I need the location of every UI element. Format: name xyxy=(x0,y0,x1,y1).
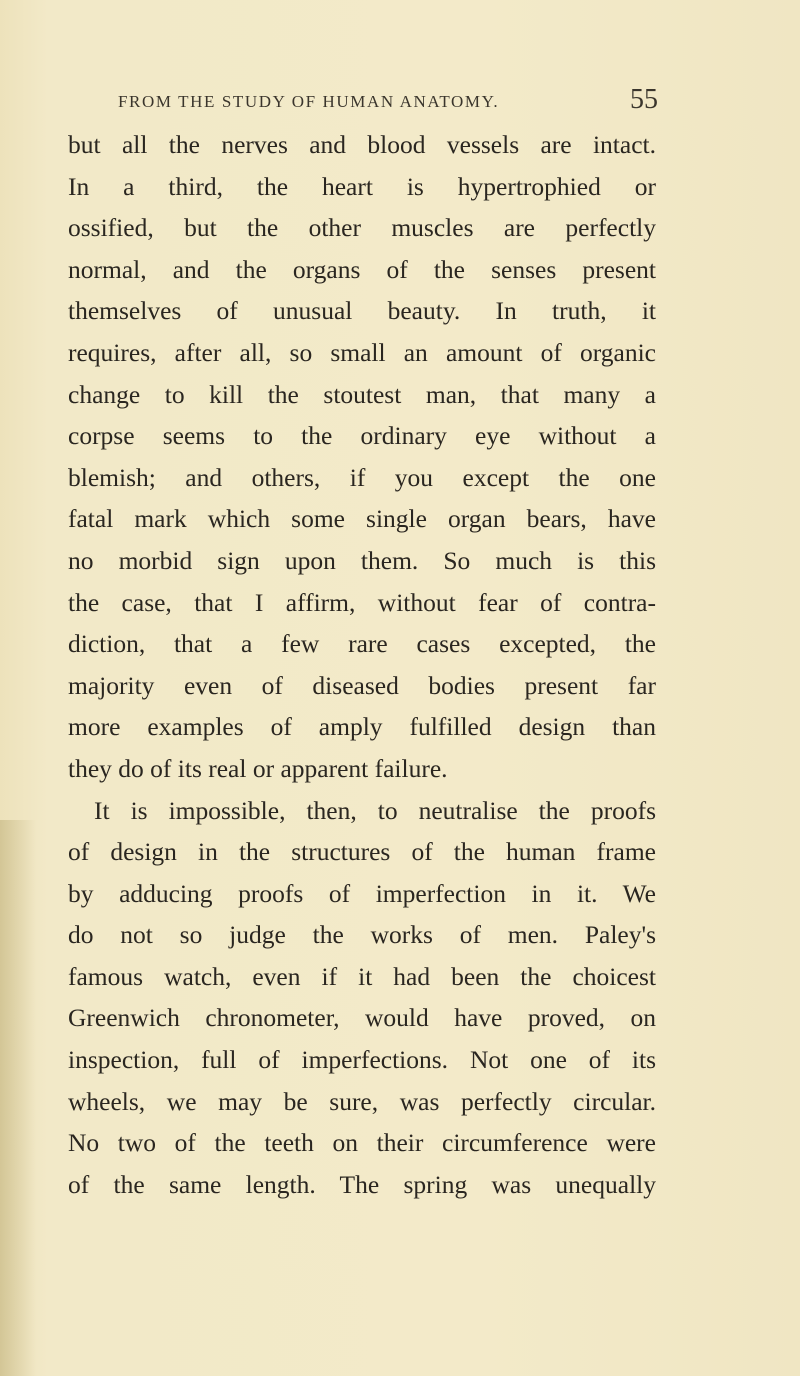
text-line: In a third, the heart is hypertrophied or xyxy=(68,171,656,201)
paragraph-1 xyxy=(68,124,656,790)
text-line: blemish; and others, if you except the one xyxy=(68,462,656,492)
page-header xyxy=(118,84,658,124)
text-line: fatal mark which some single organ bears, have xyxy=(68,504,656,534)
text-line: of the same length. The spring was unequally xyxy=(68,1169,656,1199)
text-line: no morbid sign upon them. So much is this xyxy=(68,545,656,575)
text-line: the case, that I affirm, without fear of contra- xyxy=(68,587,656,617)
text-line: of design in the structures of the human frame xyxy=(68,837,656,867)
text-line: they do of its real or apparent failure. xyxy=(68,753,448,783)
text-line: more examples of amply fulfilled design than xyxy=(68,712,656,742)
page-edge-shadow xyxy=(0,820,36,1376)
text-line: No two of the teeth on their circumference were xyxy=(68,1128,656,1158)
page-number: 55 xyxy=(630,84,658,115)
text-line: themselves of unusual beauty. In truth, it xyxy=(68,296,656,326)
text-line: normal, and the organs of the senses present xyxy=(68,254,656,284)
text-line: majority even of diseased bodies present far xyxy=(68,670,656,700)
body-text xyxy=(68,124,656,1205)
text-line: ossified, but the other muscles are perfectly xyxy=(68,213,656,243)
text-line: change to kill the stoutest man, that many a xyxy=(68,379,656,409)
text-line: famous watch, even if it had been the choicest xyxy=(68,961,656,991)
paragraph-2 xyxy=(68,790,656,1206)
text-line: by adducing proofs of imperfection in it. We xyxy=(68,878,656,908)
running-head: FROM THE STUDY OF HUMAN ANATOMY. xyxy=(118,92,500,111)
text-line: It is impossible, then, to neutralise the proofs xyxy=(94,795,656,825)
text-line: inspection, full of imperfections. Not one of its xyxy=(68,1045,656,1075)
text-line: corpse seems to the ordinary eye without a xyxy=(68,421,656,451)
text-line: wheels, we may be sure, was perfectly circular. xyxy=(68,1086,656,1116)
text-line: requires, after all, so small an amount of organic xyxy=(68,337,656,367)
text-line: but all the nerves and blood vessels are intact. xyxy=(68,130,656,159)
text-line: Greenwich chronometer, would have proved, on xyxy=(68,1003,656,1033)
text-line: do not so judge the works of men. Paley's xyxy=(68,920,656,950)
text-line: diction, that a few rare cases excepted, the xyxy=(68,629,656,659)
